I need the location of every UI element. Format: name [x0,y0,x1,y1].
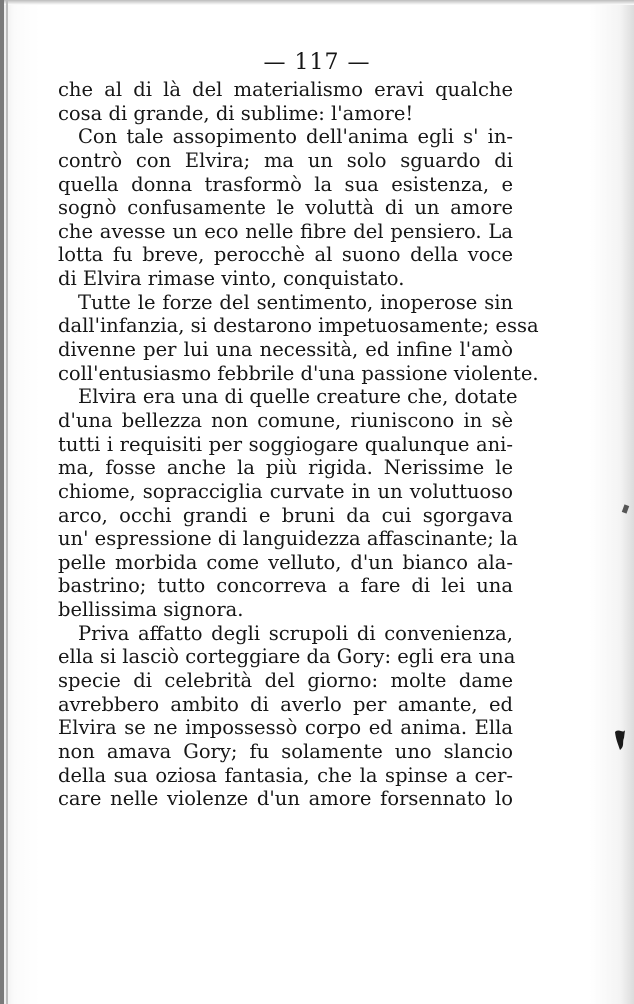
margin-speck [622,504,629,513]
text-line: Con tale assopimento dell'anima egli s' in- [78,125,513,149]
text-line: ella si lasciò corteggiare da Gory: egli era una [58,645,516,669]
body-text [58,78,539,811]
text-line: sognò confusamente le voluttà di un amore [58,196,513,220]
text-line: coll'entusiasmo febbrile d'una passione violente. [58,361,539,385]
text-line: Elvira era una di quelle creature che, dotate [78,385,518,409]
text-line: avrebbero ambito di averlo per amante, ed [58,692,513,716]
text-line: chiome, sopracciglia curvate in un voluttuoso [58,479,513,503]
text-line: che avesse un eco nelle fibre del pensiero. La [58,219,513,243]
text-line: della sua oziosa fantasia, che la spinse a cer- [58,763,513,787]
text-line: care nelle violenze d'un amore forsennato lo [58,787,513,811]
text-line: bastrino; tutto concorreva a fare di lei una [58,574,513,598]
text-line: specie di celebrità del giorno: molte dame [58,669,513,693]
page-top-edge [0,0,634,5]
text-line: lotta fu breve, perocchè al suono della voce [58,243,513,267]
page-number: — 117 — [263,50,371,75]
text-line: ma, fosse anche la più rigida. Nerissime le [58,456,513,480]
text-line: Priva affatto degli scrupoli di convenienza, [78,621,513,645]
text-line: bellissima signora. [58,598,244,622]
text-line: Tutte le forze del sentimento, inoperose sin [78,290,513,314]
text-line: non amava Gory; fu solamente uno slancio [58,739,513,763]
text-line: contrò con Elvira; ma un solo sguardo di [58,148,513,172]
text-line: arco, occhi grandi e bruni da cui sgorgava [58,503,513,527]
text-line: tutti i requisiti per soggiogare qualunque ani- [58,432,513,456]
binding-shadow [6,0,8,1004]
text-line: pelle morbida come velluto, d'un bianco ala- [58,550,513,574]
text-line: quella donna trasformò la sua esistenza, e [58,172,513,196]
binding-edge [0,0,4,1004]
text-line: dall'infanzia, si destarono impetuosamente; essa [58,314,539,338]
text-line: di Elvira rimase vinto, conquistato. [58,267,405,291]
text-line: d'una bellezza non comune, riuniscono in sè [58,408,513,432]
text-line: divenne per lui una necessità, ed infine l'amò [58,338,513,362]
text-line: un' espressione di languidezza affascinante; la [58,527,518,551]
text-line: cosa di grande, di sublime: l'amore! [58,101,414,125]
text-line: Elvira se ne impossessò corpo ed anima. Ella [58,716,513,740]
text-line: che al di là del materialismo eravi qualche [58,78,513,101]
margin-ink-mark-icon [613,724,627,754]
